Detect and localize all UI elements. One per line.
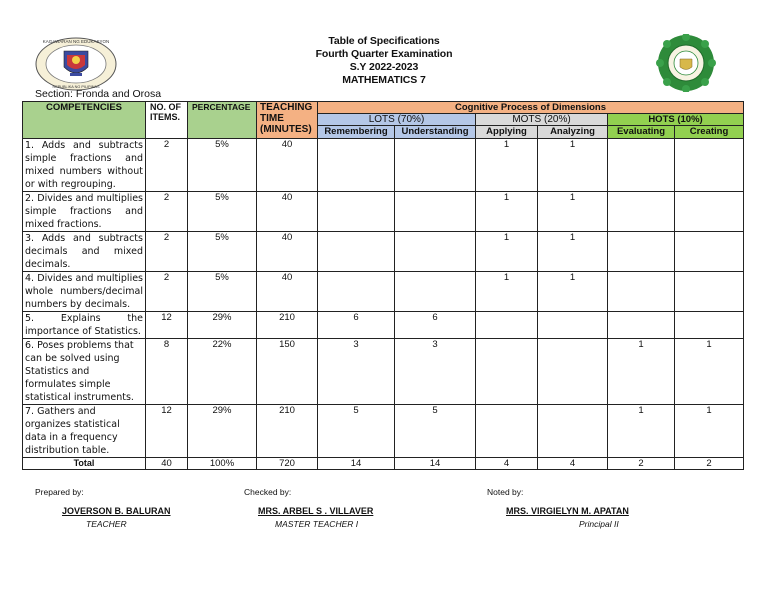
time-cell: 40 bbox=[257, 232, 318, 272]
prepared-by-label: Prepared by: bbox=[35, 487, 84, 497]
school-year: S.Y 2022-2023 bbox=[349, 61, 419, 73]
table-row bbox=[23, 339, 744, 405]
items-cell: 8 bbox=[146, 339, 188, 405]
total-label: Total bbox=[23, 458, 146, 470]
total-remembering: 14 bbox=[318, 458, 395, 470]
remembering-cell: 6 bbox=[318, 312, 395, 339]
header-teaching-time: TEACHING TIME (MINUTES) bbox=[257, 102, 318, 139]
section-label: Section: Fronda and Orosa bbox=[35, 88, 162, 100]
table-row bbox=[23, 312, 744, 339]
checked-by-name: MRS. ARBEL S . VILLAVER bbox=[258, 506, 374, 516]
time-cell: 40 bbox=[257, 272, 318, 312]
creating-cell bbox=[675, 232, 744, 272]
header-remembering: Remembering bbox=[318, 126, 395, 139]
prepared-by-name: JOVERSON B. BALURAN bbox=[62, 506, 171, 516]
percentage-cell: 22% bbox=[188, 339, 257, 405]
remembering-cell bbox=[318, 192, 395, 232]
prepared-by-role: TEACHER bbox=[86, 519, 127, 529]
subject-title: MATHEMATICS 7 bbox=[342, 74, 426, 86]
percentage-cell: 29% bbox=[188, 405, 257, 458]
header-cognitive: Cognitive Process of Dimensions bbox=[318, 102, 744, 114]
understanding-cell: 5 bbox=[395, 405, 476, 458]
checked-by-role: MASTER TEACHER I bbox=[275, 519, 359, 529]
competency-cell: 5. Explains the importance of Statistics. bbox=[23, 312, 146, 339]
time-cell: 40 bbox=[257, 139, 318, 192]
competency-cell: 6. Poses problems that can be solved using Statistics and formulates simple statistical instruments. bbox=[23, 339, 146, 405]
total-analyzing: 4 bbox=[538, 458, 608, 470]
total-creating: 2 bbox=[675, 458, 744, 470]
table-row bbox=[23, 272, 744, 312]
creating-cell bbox=[675, 139, 744, 192]
understanding-cell: 3 bbox=[395, 339, 476, 405]
evaluating-cell bbox=[608, 232, 675, 272]
noted-by-name: MRS. VIRGIELYN M. APATAN bbox=[506, 506, 629, 516]
creating-cell: 1 bbox=[675, 405, 744, 458]
applying-cell: 1 bbox=[476, 192, 538, 232]
applying-cell bbox=[476, 312, 538, 339]
items-cell: 2 bbox=[146, 192, 188, 232]
applying-cell: 1 bbox=[476, 272, 538, 312]
percentage-cell: 5% bbox=[188, 232, 257, 272]
total-items: 40 bbox=[146, 458, 188, 470]
remembering-cell: 3 bbox=[318, 339, 395, 405]
competency-cell: 4. Divides and multiplies whole numbers/decimal numbers by decimals. bbox=[23, 272, 146, 312]
analyzing-cell: 1 bbox=[538, 272, 608, 312]
applying-cell bbox=[476, 339, 538, 405]
header-items: NO. OF ITEMS. bbox=[146, 102, 188, 139]
evaluating-cell bbox=[608, 272, 675, 312]
header-understanding: Understanding bbox=[395, 126, 476, 139]
understanding-cell bbox=[395, 232, 476, 272]
percentage-cell: 5% bbox=[188, 192, 257, 232]
noted-by-label: Noted by: bbox=[487, 487, 524, 497]
total-understanding: 14 bbox=[395, 458, 476, 470]
items-cell: 2 bbox=[146, 272, 188, 312]
applying-cell: 1 bbox=[476, 232, 538, 272]
header-lots: LOTS (70%) bbox=[318, 114, 476, 126]
percentage-cell: 5% bbox=[188, 272, 257, 312]
analyzing-cell: 1 bbox=[538, 232, 608, 272]
total-applying: 4 bbox=[476, 458, 538, 470]
remembering-cell bbox=[318, 139, 395, 192]
evaluating-cell bbox=[608, 139, 675, 192]
remembering-cell: 5 bbox=[318, 405, 395, 458]
header-analyzing: Analyzing bbox=[538, 126, 608, 139]
creating-cell bbox=[675, 312, 744, 339]
analyzing-cell bbox=[538, 405, 608, 458]
table-row bbox=[23, 192, 744, 232]
header-hots: HOTS (10%) bbox=[608, 114, 744, 126]
applying-cell: 1 bbox=[476, 139, 538, 192]
items-cell: 2 bbox=[146, 139, 188, 192]
creating-cell bbox=[675, 192, 744, 232]
header-creating: Creating bbox=[675, 126, 744, 139]
table-row bbox=[23, 232, 744, 272]
percentage-cell: 5% bbox=[188, 139, 257, 192]
analyzing-cell: 1 bbox=[538, 139, 608, 192]
tos-table bbox=[22, 101, 744, 470]
header-competencies: COMPETENCIES bbox=[23, 102, 146, 139]
evaluating-cell: 1 bbox=[608, 339, 675, 405]
total-percentage: 100% bbox=[188, 458, 257, 470]
competency-cell: 2. Divides and multiplies simple fractions and mixed fractions. bbox=[23, 192, 146, 232]
remembering-cell bbox=[318, 272, 395, 312]
header-evaluating: Evaluating bbox=[608, 126, 675, 139]
analyzing-cell bbox=[538, 312, 608, 339]
total-time: 720 bbox=[257, 458, 318, 470]
table-row bbox=[23, 405, 744, 458]
analyzing-cell: 1 bbox=[538, 192, 608, 232]
header-applying: Applying bbox=[476, 126, 538, 139]
analyzing-cell bbox=[538, 339, 608, 405]
header-percentage: PERCENTAGE bbox=[188, 102, 257, 139]
seal-top-text: KAGAWARAN NG EDUKASYON bbox=[42, 39, 110, 44]
creating-cell bbox=[675, 272, 744, 312]
noted-by-role: Principal II bbox=[579, 519, 619, 529]
understanding-cell bbox=[395, 139, 476, 192]
remembering-cell bbox=[318, 232, 395, 272]
time-cell: 210 bbox=[257, 405, 318, 458]
understanding-cell: 6 bbox=[395, 312, 476, 339]
seal-bottom-text: REPUBLIKA NG PILIPINAS bbox=[52, 85, 100, 89]
understanding-cell bbox=[395, 192, 476, 232]
evaluating-cell: 1 bbox=[608, 405, 675, 458]
total-evaluating: 2 bbox=[608, 458, 675, 470]
competency-cell: 3. Adds and subtracts decimals and mixed decimals. bbox=[23, 232, 146, 272]
total-row bbox=[23, 458, 744, 470]
items-cell: 12 bbox=[146, 405, 188, 458]
time-cell: 210 bbox=[257, 312, 318, 339]
percentage-cell: 29% bbox=[188, 312, 257, 339]
exam-name: Fourth Quarter Examination bbox=[315, 48, 453, 60]
evaluating-cell bbox=[608, 192, 675, 232]
applying-cell bbox=[476, 405, 538, 458]
items-cell: 12 bbox=[146, 312, 188, 339]
creating-cell: 1 bbox=[675, 339, 744, 405]
understanding-cell bbox=[395, 272, 476, 312]
doc-title: Table of Specifications bbox=[328, 35, 440, 47]
table-row bbox=[23, 139, 744, 192]
items-cell: 2 bbox=[146, 232, 188, 272]
time-cell: 40 bbox=[257, 192, 318, 232]
competency-cell: 7. Gathers and organizes statistical data in a frequency distribution table. bbox=[23, 405, 146, 458]
competency-cell: 1. Adds and subtracts simple fractions and mixed numbers without or with regrouping. bbox=[23, 139, 146, 192]
header-mots: MOTS (20%) bbox=[476, 114, 608, 126]
time-cell: 150 bbox=[257, 339, 318, 405]
evaluating-cell bbox=[608, 312, 675, 339]
checked-by-label: Checked by: bbox=[244, 487, 292, 497]
